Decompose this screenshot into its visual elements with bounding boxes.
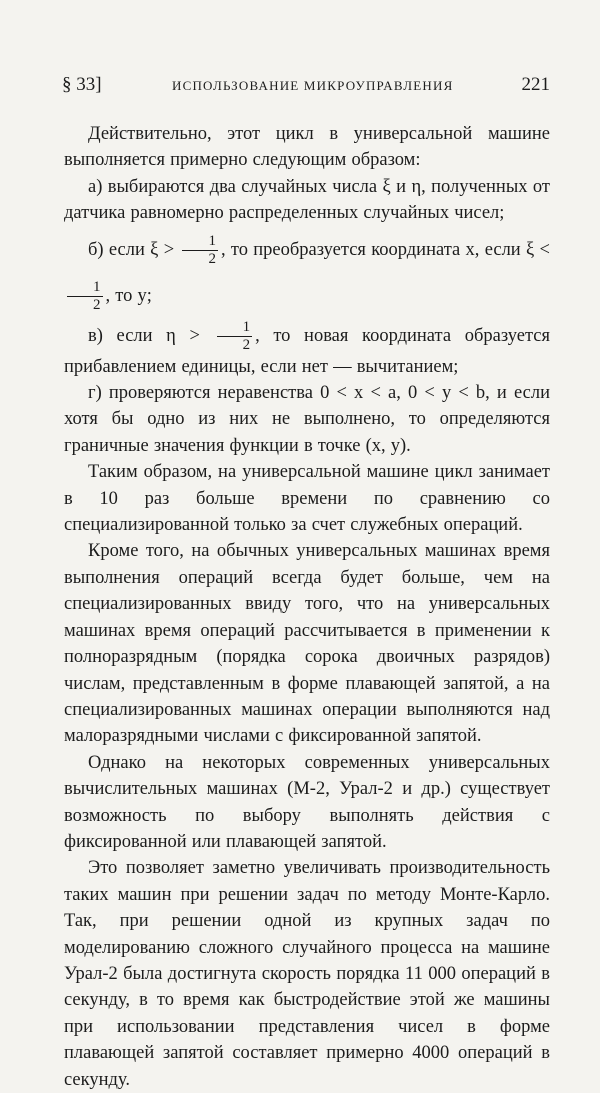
list-item-b xyxy=(64,227,550,319)
item-c-prefix: в) если η > xyxy=(88,325,200,346)
running-header xyxy=(62,74,550,102)
item-b-middle: , то преобразуется координата x, если ξ < xyxy=(220,239,550,260)
list-item-d: г) проверяются неравенства 0 < x < a, 0 < y < b, и если хотя бы одно из них не выполнено, то определяются граничные значения функции в точке (x, y). xyxy=(64,383,550,456)
list-item-c xyxy=(64,319,550,380)
fraction-numerator: 1 xyxy=(217,319,253,337)
paragraph-4: Это позволяет заметно увеличивать производительность таких машин при решении задач по методу Монте-Карло. Так, при решении одной из крупных задач по моделированию сложного случайного процесса на машине Урал-2 была достигнута скорость порядка 11 000 операций в секунду, в то время как быстродействие этой же машины при использовании представления чисел в форме плавающей запятой составляет примерно 4000 операций в секунду. xyxy=(64,858,550,1090)
paragraph-1: Таким образом, на универсальной машине цикл занимает в 10 раз больше времени по сравнению со специализированной только за счет служебных операций. xyxy=(64,462,550,536)
item-b-prefix: б) если ξ > xyxy=(88,239,175,260)
fraction-denominator: 2 xyxy=(93,296,101,313)
item-c-text: , то новая координата образуется прибавлением единицы, если нет — вычитанием; xyxy=(64,325,550,377)
item-b-suffix: , то y; xyxy=(105,285,152,306)
page-number: 221 xyxy=(521,74,550,95)
list-item-a: а) выбираются два случайных числа ξ и η, полученных от датчика равномерно распределенных случайных чисел; xyxy=(64,176,550,224)
fraction-one-half xyxy=(182,233,218,268)
paragraph-2: Кроме того, на обычных универсальных машинах время выполнения операций всегда будет больше, чем на специализированных ввиду того, что на универсальных машинах время операций рассчитывается в применении к полноразрядным (порядка сорока двоичных разрядов) числам, представленным в форме плавающей запятой, а на специализированных машинах операции выполняются над малоразрядными числами с фиксированной запятой. xyxy=(64,541,550,747)
fraction-one-half xyxy=(67,279,103,314)
fraction-one-half xyxy=(217,319,253,354)
page-body xyxy=(64,121,550,1093)
paragraph-3: Однако на некоторых современных универсальных вычислительных машинах (М-2, Урал-2 и др.) существует возможность по выбору выполнять действия с фиксированной или плавающей запятой. xyxy=(64,752,550,852)
section-number: § 33] xyxy=(62,74,102,95)
intro-paragraph: Действительно, этот цикл в универсальной машине выполняется примерно следующим образом: xyxy=(64,124,550,171)
fraction-numerator: 1 xyxy=(182,233,218,251)
fraction-denominator: 2 xyxy=(208,250,216,267)
fraction-denominator: 2 xyxy=(242,336,251,353)
fraction-numerator: 1 xyxy=(67,279,103,297)
running-title: ИСПОЛЬЗОВАНИЕ МИКРОУПРАВЛЕНИЯ xyxy=(172,78,454,93)
